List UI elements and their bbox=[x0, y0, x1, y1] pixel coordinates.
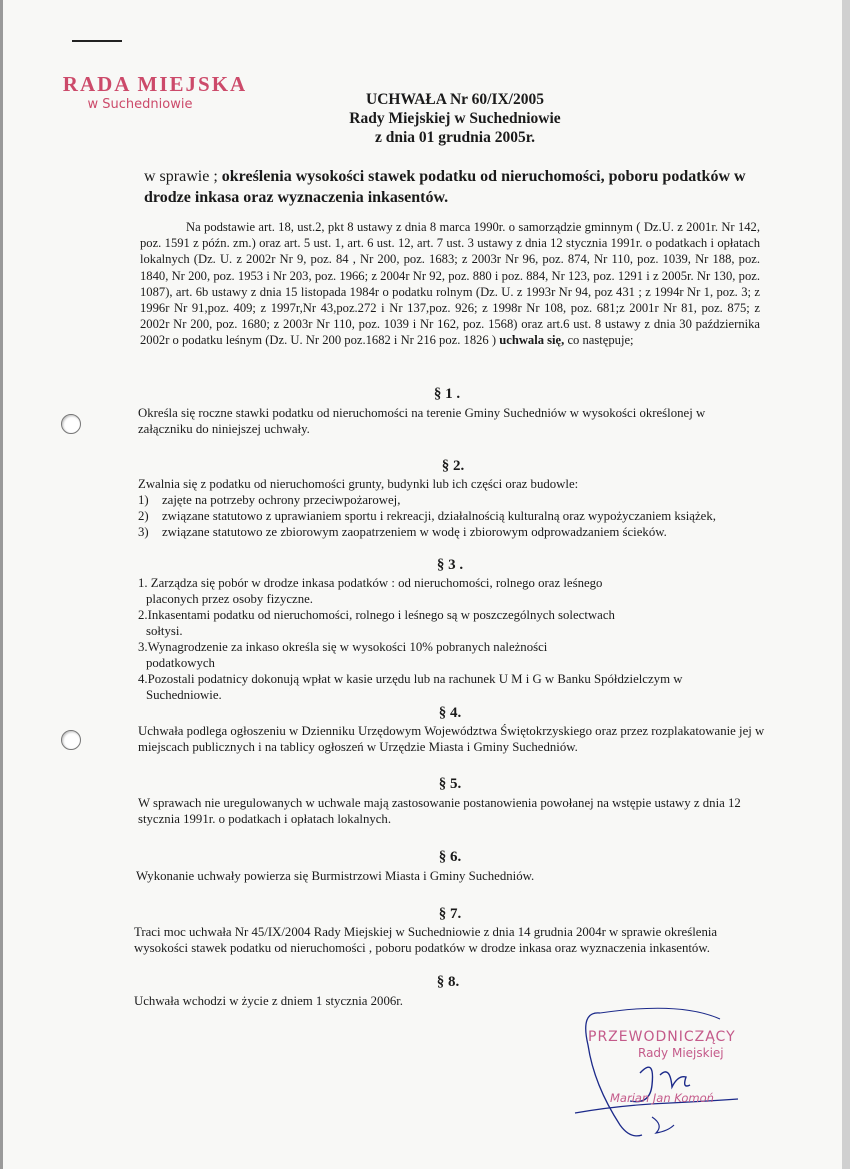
resolution-date: z dnia 01 grudnia 2005r. bbox=[374, 129, 536, 146]
section-3-body bbox=[138, 575, 758, 703]
list-number: 2) bbox=[138, 509, 149, 523]
section-1-text: Określa się roczne stawki podatku od nieruchomości na terenie Gminy Suchedniów w wysokości określonej w załączniku do niniejszej uchwały. bbox=[138, 406, 706, 436]
s3-item-3-line-1: 3.Wynagrodzenie za inkaso określa się w wysokości 10% pobranych należności bbox=[138, 640, 548, 654]
list-text: zajęte na potrzeby ochrony przeciwpożarowej, bbox=[162, 493, 401, 507]
legal-basis bbox=[140, 219, 760, 349]
s3-item-4-line-1: 4.Pozostali podatnicy dokonują wpłat w kasie urzędu lub na rachunek U M i G w Banku Spółdzielczym w bbox=[138, 672, 683, 686]
section-4-text: Uchwała podlega ogłoszeniu w Dzienniku Urzędowym Województwa Świętokrzyskiego oraz przez rozplakatowanie jej w miejscach publicznych i na tablicy ogłoszeń w Urzędzie Miasta i Gminy Suchedniów. bbox=[138, 724, 765, 754]
section-2-intro: Zwalnia się z podatku od nieruchomości grunty, budynki lub ich części oraz budowle: bbox=[138, 477, 579, 491]
basis-text: Na podstawie art. 18, ust.2, pkt 8 ustawy z dnia 8 marca 1990r. o samorządzie gminnym ( Dz.U. z 2001r. Nr 142, poz. 1591 z późn. zm.) oraz art. 5 ust. 1, art. 6 ust. 12, art. 7 ust. 3 ustawy z dnia 12 stycznia 1991r. o podatkach i opłatach lokalnych (Dz. U. z 2002r Nr 9, poz. 84 , Nr 200, poz. 1683; z 2003r Nr 96, poz. 874, Nr 110, poz. 1039, Nr 188, poz. 1840, Nr 200, poz. 1953 i Nr 203, poz. 1966; z 2004r Nr 92, poz. 880 i poz. 884, Nr 123, poz. 1291 i z 2005r. Nr 130, poz. 1087), art. 6b ustawy z dnia 15 listopada 1984r o podatku rolnym (Dz. U. z 1993r Nr 94, poz 431 ; z 1994r Nr 1, poz. 3; z 1996r Nr 91,poz. 409; z 1997r,Nr 43,poz.272 i Nr 137,poz. 926; z 1998r Nr 108, poz. 681;z 2001r Nr 81, poz. 875; z 2002r Nr 200, poz. 1680; z 2003r Nr 110, poz. 1039 i Nr 162, poz. 1568) oraz art.6 ust. 8 ustawy z dnia 30 października 2002r o podatku leśnym (Dz. U. Nr 200 poz.1682 i Nr 216 poz. 1826 ) bbox=[140, 220, 760, 348]
list-text: związane statutowo ze zbiorowym zaopatrzeniem w wodę i zbiorowym odprowadzaniem ścieków. bbox=[162, 525, 667, 539]
list-number: 3) bbox=[138, 525, 149, 539]
resolution-subject bbox=[144, 166, 784, 208]
signature-block bbox=[560, 1005, 810, 1155]
list-item bbox=[138, 524, 778, 540]
stamp-line-2: w Suchedniowie bbox=[87, 97, 193, 112]
section-4-heading: § 4. bbox=[438, 705, 462, 721]
council-name: Rady Miejskiej w Suchedniowie bbox=[349, 110, 561, 127]
section-1-heading: § 1 . bbox=[433, 386, 461, 402]
section-6-heading: § 6. bbox=[438, 849, 462, 865]
section-8-text: Uchwała wchodzi w życie z dniem 1 stycznia 2006r. bbox=[134, 994, 403, 1008]
section-5-heading: § 5. bbox=[438, 776, 462, 792]
s3-item-1-line-2: placonych przez osoby fizyczne. bbox=[146, 592, 313, 606]
s3-item-1-line-1: 1. Zarządza się pobór w drodze inkasa podatków : od nieruchomości, rolnego oraz leśnego bbox=[138, 576, 603, 590]
basis-bold: uchwala się, bbox=[499, 333, 565, 348]
s3-item-2-line-1: 2.Inkasentami podatku od nieruchomości, rolnego i leśnego są w poszczególnych solectwach bbox=[138, 608, 615, 622]
section-2-heading: § 2. bbox=[441, 458, 465, 474]
section-6-text: Wykonanie uchwały powierza się Burmistrzowi Miasta i Gminy Suchedniów. bbox=[136, 869, 535, 883]
section-8-heading: § 8. bbox=[436, 974, 460, 990]
section-7-text: Traci moc uchwała Nr 45/IX/2004 Rady Miejskiej w Suchedniowie z dnia 14 grudnia 2004r w sprawie określenia wysokości stawek podatku od nieruchomości , poboru podatków w drodze inkasa oraz wyznaczenia inkasentów. bbox=[134, 925, 718, 955]
resolution-header bbox=[300, 90, 610, 147]
basis-tail: co następuje; bbox=[564, 333, 634, 348]
signature-ink bbox=[560, 1005, 810, 1155]
section-2-body bbox=[138, 476, 778, 540]
stamp-line-1: RADA MIEJSKA bbox=[62, 72, 248, 96]
list-item bbox=[138, 492, 778, 508]
scan-left-edge bbox=[0, 0, 3, 1169]
header-dash bbox=[72, 40, 122, 42]
punch-hole-bottom bbox=[61, 730, 81, 750]
subject-prefix: w sprawie ; bbox=[144, 168, 222, 185]
signature-name: Marian Jan Komoń bbox=[610, 1091, 714, 1105]
list-item bbox=[138, 508, 778, 524]
signature-title: PRZEWODNICZĄCY bbox=[588, 1029, 736, 1045]
s3-item-2-line-2: sołtysi. bbox=[146, 624, 183, 638]
resolution-number: UCHWAŁA Nr 60/IX/2005 bbox=[366, 91, 544, 108]
section-3-heading: § 3 . bbox=[436, 557, 464, 573]
punch-hole-top bbox=[61, 414, 81, 434]
signature-subtitle: Rady Miejskiej bbox=[638, 1046, 724, 1060]
section-7-heading: § 7. bbox=[438, 906, 462, 922]
s3-item-4-line-2: Suchedniowie. bbox=[146, 688, 222, 702]
subject-text: określenia wysokości stawek podatku od nieruchomości, poboru podatków w drodze inkasa oraz wyznaczenia inkasentów. bbox=[144, 168, 746, 206]
scan-right-edge bbox=[842, 0, 850, 1169]
list-number: 1) bbox=[138, 493, 149, 507]
list-text: związane statutowo z uprawianiem sportu i rekreacji, działalnością kulturalną oraz wypożyczaniem książek, bbox=[162, 509, 716, 523]
s3-item-3-line-2: podatkowych bbox=[146, 656, 215, 670]
section-5-text: W sprawach nie uregulowanych w uchwale mają zastosowanie postanowienia powołanej na wstępie ustawy z dnia 12 stycznia 1991r. o podatkach i opłatach lokalnych. bbox=[138, 796, 741, 826]
council-stamp bbox=[60, 72, 250, 112]
